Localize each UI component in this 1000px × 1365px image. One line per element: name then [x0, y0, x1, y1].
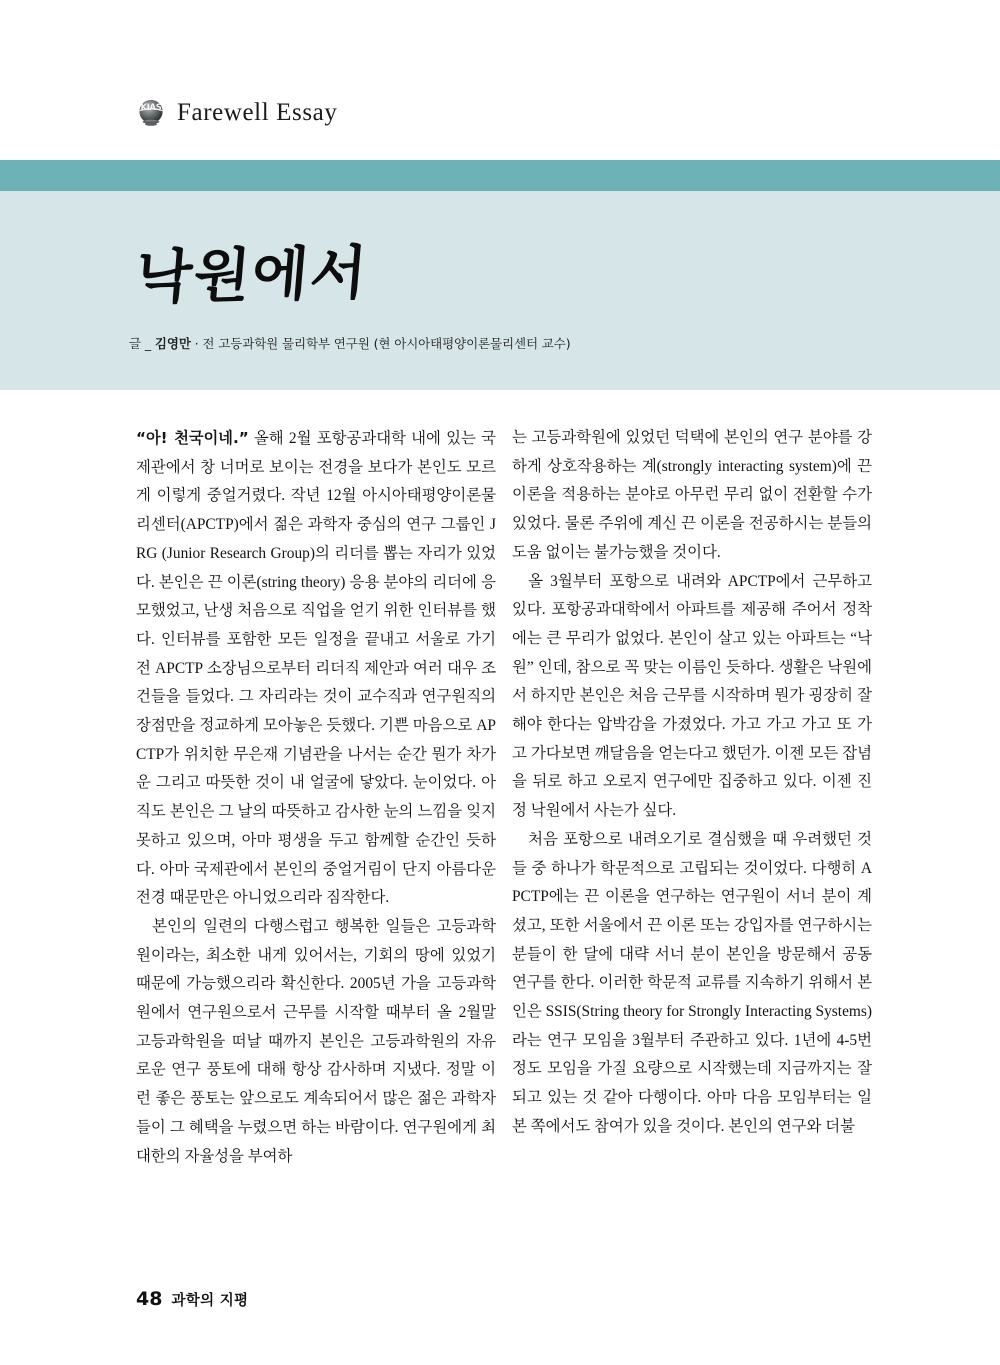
article-body [0, 424, 1000, 1259]
byline-affiliation: · 전 고등과학원 물리학부 연구원 (현 아시아태평양이론물리센터 교수) [190, 336, 571, 351]
page-number: 48 [136, 1288, 163, 1310]
paragraph-text: 올 3월부터 포항으로 내려와 APCTP에서 근무하고 있다. 포항공과대학에서 아파트를 제공해 주어서 정착에는 큰 무리가 없었다. 본인이 살고 있는 아파트는 “낙원” 인데, 참으로 꼭 맞는 이름인 듯하다. 생활은 낙원에서 하지만 본인은 처음 근무를 시작하며 뭔가 굉장히 잘 해야 한다는 압박감을 가졌었다. 가고 가고 가고 또 가고 가다보면 깨달음을 얻는다고 했던가. 이젠 모든 잡념을 뒤로 하고 오로지 연구에만 집중하고 있다. 이젠 진정 낙원에서 사는가 싶다. [512, 572, 872, 820]
paragraph [136, 913, 496, 1171]
paragraph-text: 처음 포항으로 내려오기로 결심했을 때 우려했던 것들 중 하나가 학문적으로 고립되는 것이었다. 다행히 APCTP에는 끈 이론을 연구하는 연구원이 서너 분이 계셨고, 또한 서울에서 끈 이론 또는 강입자를 연구하시는 분들이 한 달에 대략 서너 분이 본인을 방문해서 공동 연구를 한다. 이러한 학문적 교류를 지속하기 위해서 본인은 SSIS(String theory for Strongly Interacting Systems)라는 연구 모임을 3월부터 주관하고 있다. 1년에 4-5번 정도 모임을 가질 요량으로 시작했는데 지금까지는 잘 되고 있는 것 같아 다행이다. 아마 다음 모임부터는 일본 쪽에서도 참여가 있을 것이다. 본인의 연구와 더불 [512, 830, 872, 1135]
paragraph-text: 올해 2월 포항공과대학 내에 있는 국제관에서 창 너머로 보이는 전경을 보다가 본인도 모르게 이렇게 중얼거렸다. 작년 12월 아시아태평양이론물리센터(APCTP)에서 젊은 과학자 중심의 연구 그룹인 JRG (Junior Research Group)의 리더를 뽑는 자리가 있었다. 본인은 끈 이론(string theory) 응용 분야의 리더에 응모했었고, 난생 처음으로 직업을 얻기 위한 인터뷰를 했다. 인터뷰를 포함한 모든 일정을 끝내고 서울로 가기 전 APCTP 소장님으로부터 리더직 제안과 여러 대우 조건들을 들었다. 그 자리라는 것이 교수직과 연구원직의 장점만을 정교하게 모아놓은 듯했다. 기쁜 마음으로 APCTP가 위치한 무은재 기념관을 나서는 순간 뭔가 차가운 그리고 따뜻한 것이 내 얼굴에 닿았다. 눈이었다. 아직도 본인은 그 날의 따뜻하고 감사한 눈의 느낌을 잊지 못하고 있으며, 아마 평생을 두고 함께할 순간인 듯하다. 아마 국제관에서 본인의 중얼거림이 단지 아름다운 전경 때문만은 아니었으리라 짐작한다. [136, 430, 496, 907]
byline [129, 334, 571, 352]
kias-logo-icon [136, 98, 166, 128]
paragraph [136, 424, 496, 913]
paragraph [512, 424, 872, 568]
article-title: 낙원에서 [132, 238, 372, 312]
header-inner [136, 98, 337, 128]
title-panel [0, 191, 1000, 390]
paragraph-text: 는 고등과학원에 있었던 덕택에 본인의 연구 분야를 강하게 상호작용하는 계(strongly interacting system)에 끈 이론을 적용하는 분야로 아무런 무리 없이 전환할 수가 있었다. 물론 주위에 계신 끈 이론을 전공하시는 분들의 도움 없이는 불가능했을 것이다. [512, 429, 872, 561]
byline-author: 김영만 [154, 336, 191, 351]
magazine-name: 과학의 지평 [171, 1293, 249, 1309]
paragraph [512, 826, 872, 1142]
section-title: Farewell Essay [177, 99, 338, 126]
svg-text:KIAS: KIAS [140, 102, 162, 113]
teal-accent-band [0, 160, 1000, 191]
lead-quote: “아! 천국이네.” [136, 429, 249, 447]
paragraph-text: 본인의 일련의 다행스럽고 행복한 일들은 고등과학원이라는, 최소한 내게 있어서는, 기회의 땅에 있었기 때문에 가능했으리라 확신한다. 2005년 가을 고등과학원에서 연구원으로서 근무를 시작할 때부터 올 2월말 고등과학원을 떠날 때까지 본인은 고등과학원의 자유로운 연구 풍토에 대해 항상 감사하며 지냈다. 정말 이런 좋은 풍토는 앞으로도 계속되어서 많은 젊은 과학자들이 그 혜택을 누렸으면 하는 바람이다. 연구원에게 최대한의 자율성을 부여하 [136, 917, 496, 1165]
byline-prefix: 글 _ [129, 336, 155, 351]
paragraph [512, 568, 872, 826]
page-footer [136, 1288, 248, 1310]
page-header [0, 0, 1000, 160]
body-column-right [512, 424, 872, 1142]
body-column-left [136, 424, 496, 1171]
